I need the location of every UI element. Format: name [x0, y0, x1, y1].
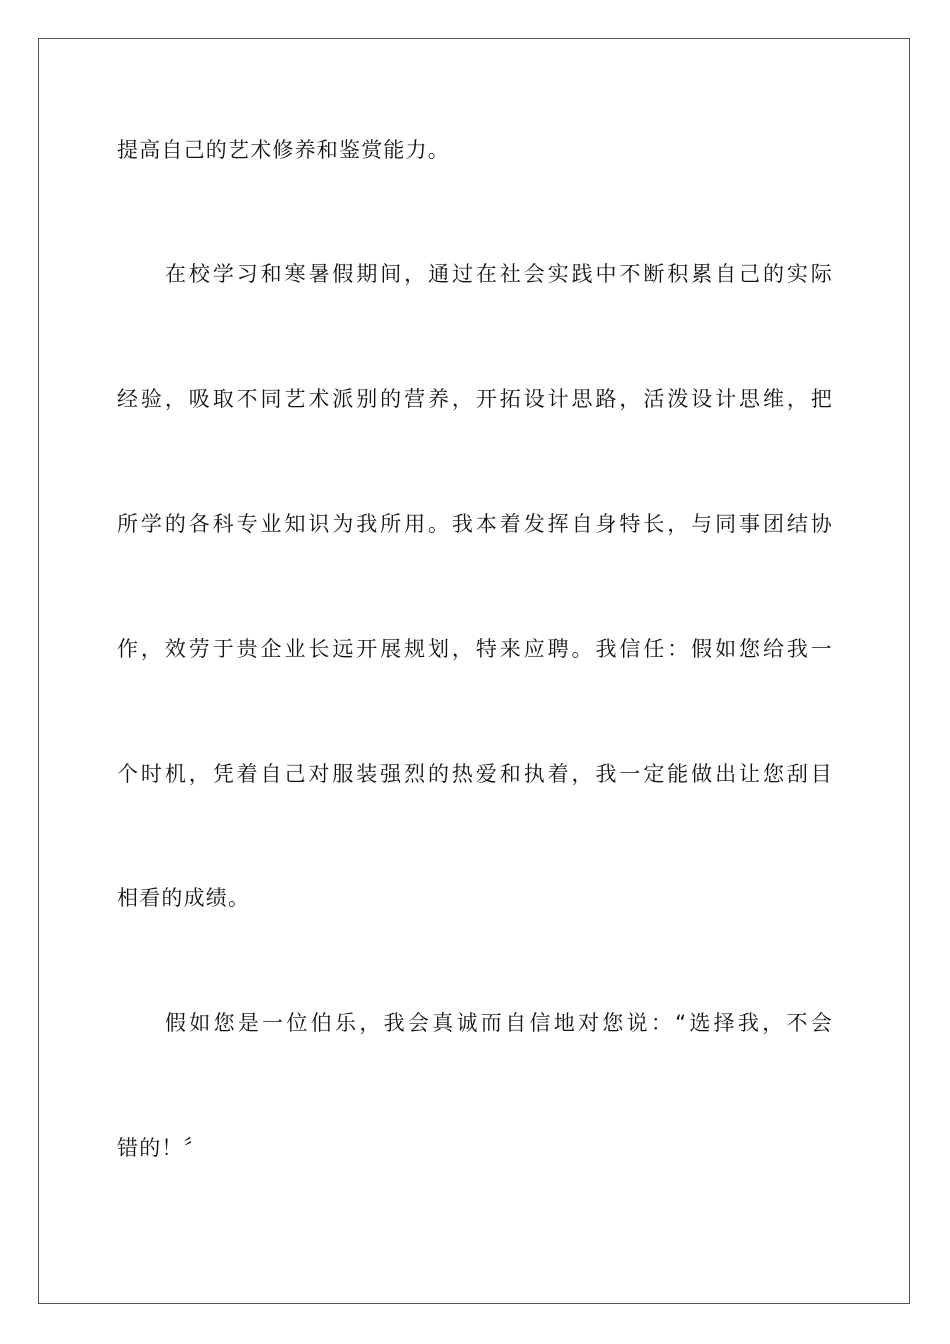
text-line-3: 经验，吸取不同艺术派别的营养，开拓设计思路，活泼设计思维，把 — [117, 387, 833, 411]
text-line-1: 提高自己的艺术修养和鉴赏能力。 — [117, 138, 450, 162]
paragraph-start-line: 在校学习和寒暑假期间，通过在社会实践中不断积累自己的实际 — [165, 262, 833, 286]
paragraph-start-line: 假如您是一位伯乐，我会真诚而自信地对您说：“选择我，不会 — [165, 1011, 833, 1035]
text-line-5: 作，效劳于贵企业长远开展规划，特来应聘。我信任：假如您给我一 — [117, 637, 833, 661]
text-line-6: 个时机，凭着自己对服装强烈的热爱和执着，我一定能做出让您刮目 — [117, 762, 833, 786]
text-line-4: 所学的各科专业知识为我所用。我本着发挥自身特长，与同事团结协 — [117, 512, 833, 536]
page-border — [38, 38, 910, 1304]
text-line-7: 相看的成绩。 — [117, 886, 251, 910]
text-line-9: 错的！〞 — [117, 1136, 206, 1160]
